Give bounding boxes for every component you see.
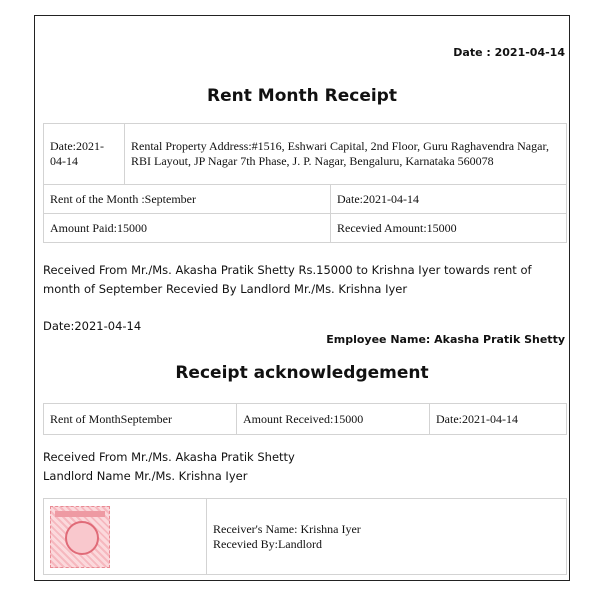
receipt-date-right-cell: Date:2021-04-14: [331, 185, 567, 214]
table-row: [44, 499, 567, 575]
acknowledgement-title: Receipt acknowledgement: [175, 363, 429, 383]
receipt-statement: Received From Mr./Ms. Akasha Pratik Shetty Rs.15000 to Krishna Iyer towards rent of month of September Recevied By Landlord Mr./Ms. Krishna Iyer: [43, 263, 532, 296]
ack-received-from: Received From Mr./Ms. Akasha Pratik Shetty: [43, 450, 295, 464]
employee-name: Employee Name: Akasha Pratik Shetty: [326, 333, 565, 346]
amount-paid-cell: Amount Paid:15000: [44, 214, 331, 243]
ack-rent-month-cell: Rent of MonthSeptember: [44, 404, 237, 435]
table-row: [44, 404, 567, 435]
ack-amount-received-cell: Amount Received:15000: [237, 404, 430, 435]
ack-date-cell: Date:2021-04-14: [430, 404, 567, 435]
rent-month-cell: Rent of the Month :September: [44, 185, 331, 214]
receipt-details-table: [43, 123, 567, 243]
receiver-name: Receiver's Name: Krishna Iyer: [213, 521, 361, 536]
stamp-cell: [44, 499, 207, 575]
table-row: [44, 214, 567, 243]
receipt-title: Rent Month Receipt: [207, 86, 397, 106]
receiver-table: [43, 498, 567, 575]
header-date: Date : 2021-04-14: [453, 46, 565, 59]
table-row: [44, 185, 567, 214]
receipt-footer-date: Date:2021-04-14: [43, 319, 142, 333]
ack-landlord-name: Landlord Name Mr./Ms. Krishna Iyer: [43, 469, 248, 483]
property-address-cell: Rental Property Address:#1516, Eshwari Capital, 2nd Floor, Guru Raghavendra Nagar, RBI Layout, JP Nagar 7th Phase, J. P. Nagar, Bengaluru, Karnataka 560078: [125, 124, 567, 185]
receiver-info-cell: [207, 499, 567, 575]
revenue-stamp-icon: [50, 506, 110, 568]
table-row: [44, 124, 567, 185]
amount-received-cell: Recevied Amount:15000: [331, 214, 567, 243]
ack-parties: [43, 448, 567, 486]
receipt-date-cell: Date:2021-04-14: [44, 124, 125, 185]
acknowledgement-table: [43, 403, 567, 435]
received-by: Recevied By:Landlord: [213, 536, 322, 551]
receipt-page: [34, 15, 570, 581]
